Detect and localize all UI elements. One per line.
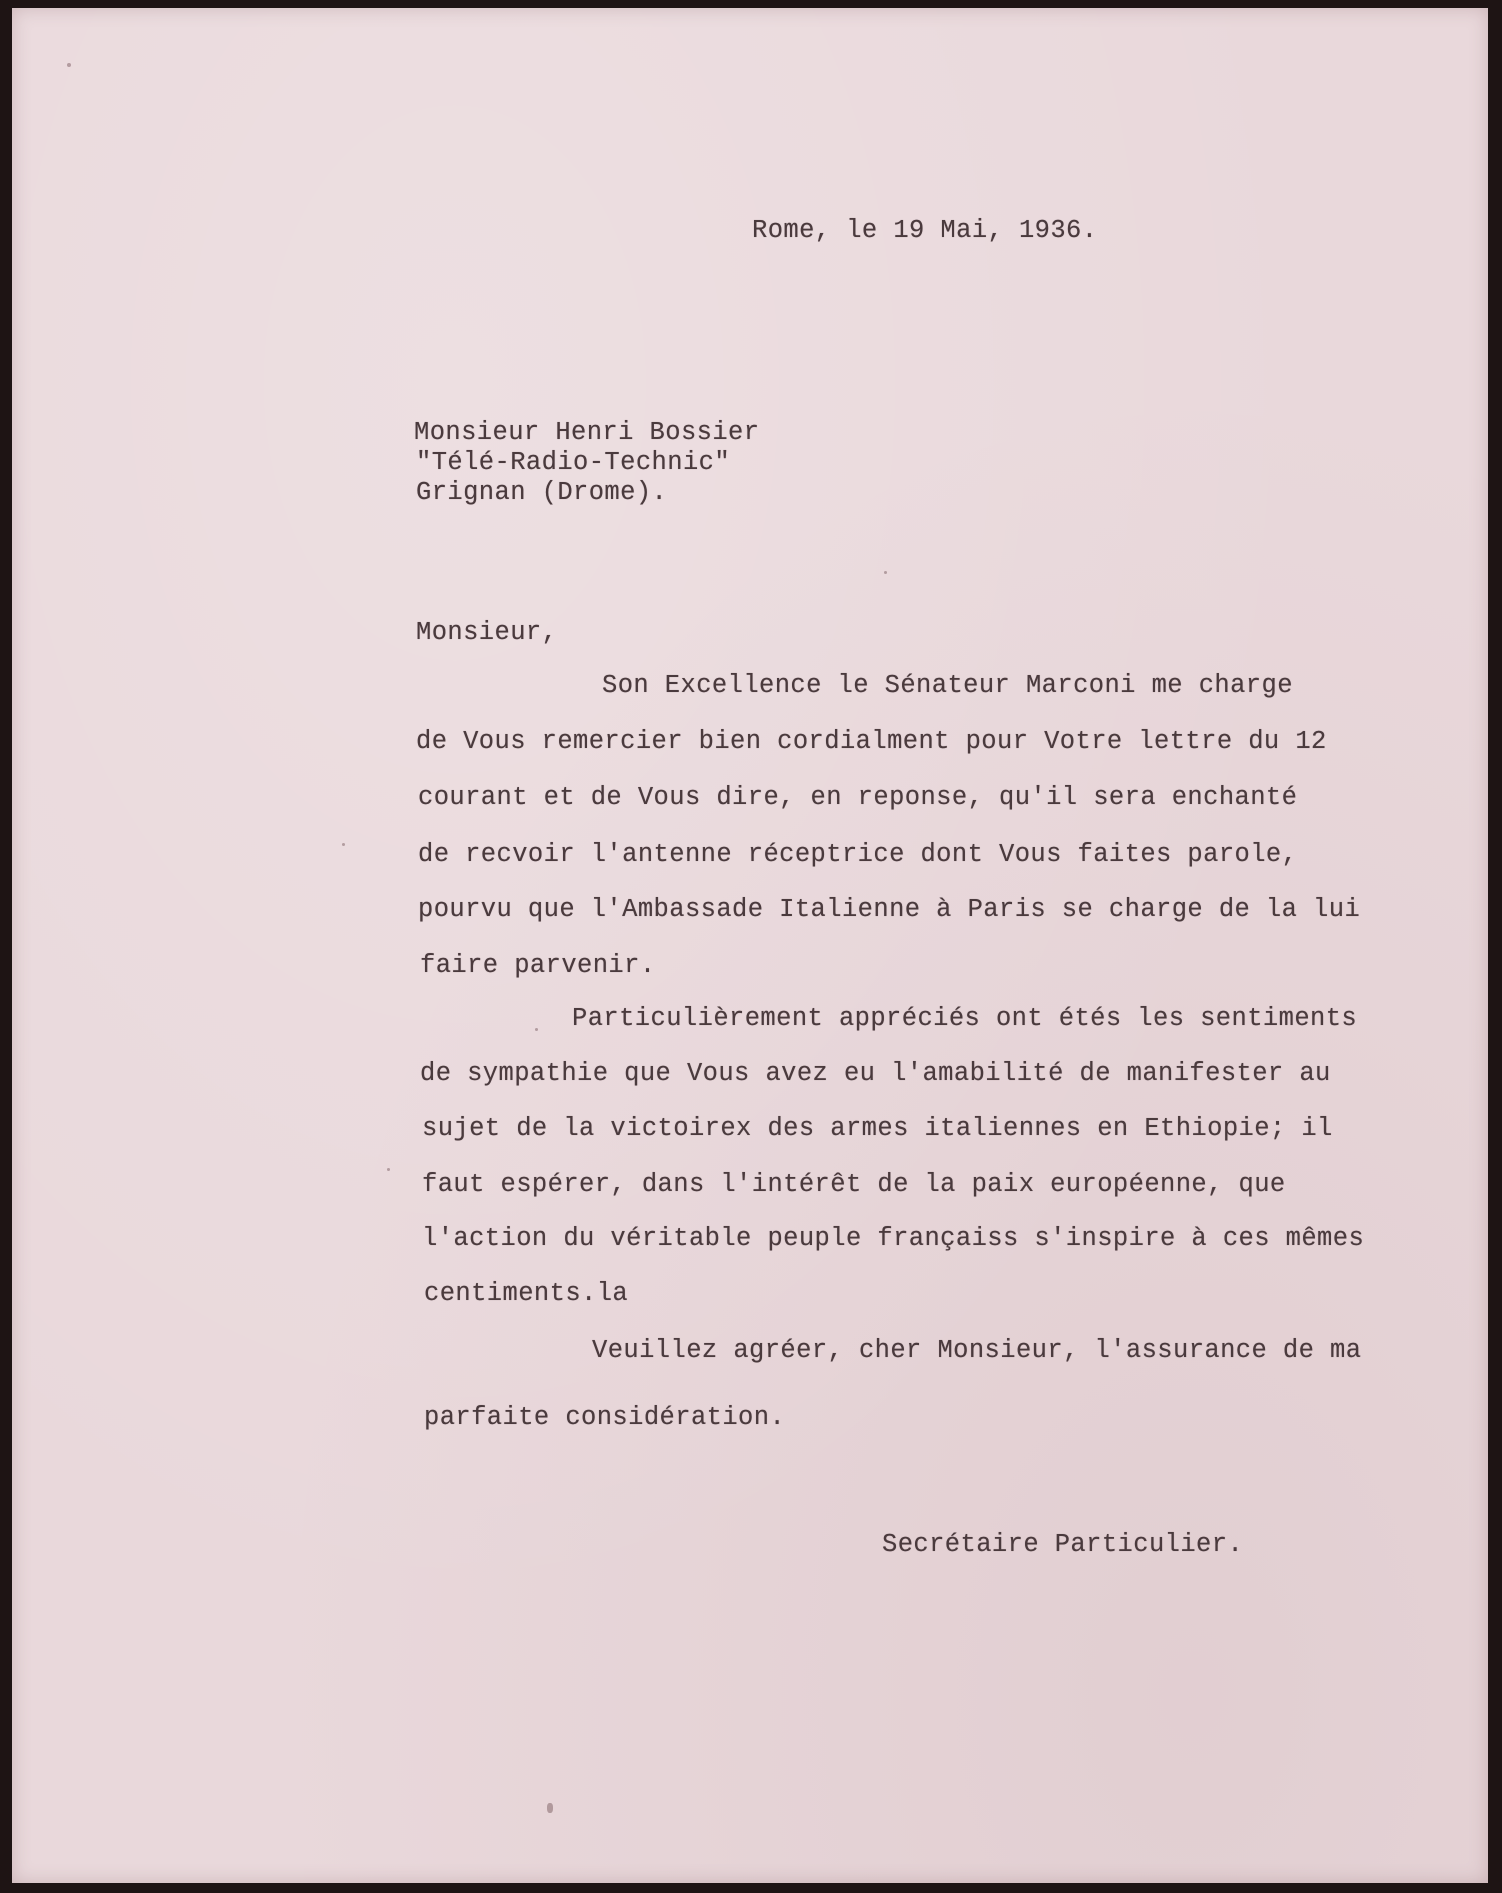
body-line: sujet de la victoirex des armes italiennes en Ethiopie; il: [422, 1114, 1333, 1143]
signature: Secrétaire Particulier.: [882, 1530, 1244, 1559]
recipient-line: "Télé-Radio-Technic": [416, 448, 731, 477]
recipient-line: Monsieur Henri Bossier: [414, 418, 760, 447]
body-line: courant et de Vous dire, en reponse, qu'il sera enchanté: [418, 783, 1298, 812]
body-line: faut espérer, dans l'intérêt de la paix européenne, que: [422, 1170, 1286, 1199]
body-line: de sympathie que Vous avez eu l'amabilité de manifester au: [420, 1059, 1331, 1088]
body-line: pourvu que l'Ambassade Italienne à Paris se charge de la lui: [418, 895, 1361, 924]
dateline: Rome, le 19 Mai, 1936.: [752, 216, 1098, 245]
body-line: de Vous remercier bien cordialment pour Votre lettre du 12: [416, 727, 1327, 756]
body-line: Veuillez agréer, cher Monsieur, l'assurance de ma: [592, 1336, 1362, 1365]
letter-page: [12, 8, 1488, 1883]
body-line: de recvoir l'antenne réceptrice dont Vous faites parole,: [418, 840, 1298, 869]
body-line: Son Excellence le Sénateur Marconi me charge: [602, 671, 1293, 700]
body-line: centiments.la: [424, 1279, 629, 1308]
recipient-line: Grignan (Drome).: [416, 478, 668, 507]
body-line: parfaite considération.: [424, 1403, 786, 1432]
body-line: faire parvenir.: [420, 951, 656, 980]
salutation: Monsieur,: [416, 618, 558, 647]
body-line: l'action du véritable peuple françaiss s'inspire à ces mêmes: [422, 1224, 1365, 1253]
body-line: Particulièrement appréciés ont étés les sentiments: [572, 1004, 1358, 1033]
